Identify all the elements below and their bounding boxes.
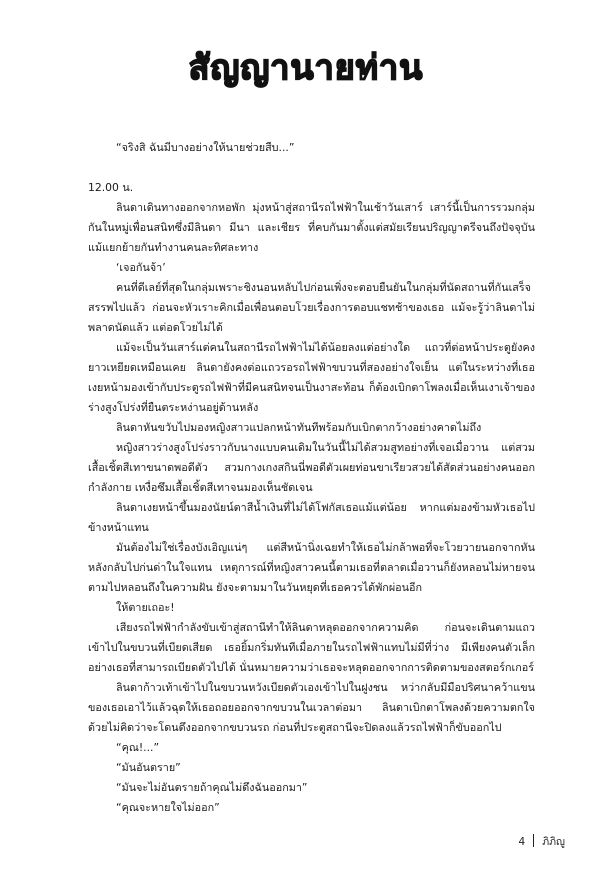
paragraph: ให้ตายเถอะ! bbox=[116, 601, 175, 614]
page-body bbox=[88, 118, 535, 818]
dialogue-line: “คุณจะหายใจไม่ออก” bbox=[116, 801, 220, 814]
paragraph: ลินดาหันขวับไปมองหญิงสาวแปลกหน้าทันทีพร้อมกับเบิกตากว้างอย่างคาดไม่ถึง bbox=[116, 421, 482, 434]
dialogue-line: “คุณ!...” bbox=[116, 741, 160, 754]
opening-quote: “จริงสิ ฉันมีบางอย่างให้นายช่วยสืบ...” bbox=[116, 141, 295, 154]
page-number: 4 bbox=[518, 836, 526, 848]
paragraph: ลินดาก้าวเท้าเข้าไปในขบวนหวังเบียดตัวเองเข้าไปในฝูงชน หว่ากลับมีมือปริศนาคว้าแขนของเธอเอาไว้แล้วฉุดให้เธอถอยออกจากขบวนในเวลาต่อมา ลินดาเบิกตาโพลงด้วยความตกใจด้วยไม่คิดว่าจะโดนดึงออกจากขบวนรถ ก่อนที่ประตูสถานีจะปิดลงแล้วรถไฟฟ้าก็ขับออกไป bbox=[88, 681, 535, 734]
dialogue-line: “มันจะไม่อันตรายถ้าคุณไม่ดึงฉันออกมา” bbox=[116, 781, 308, 794]
author-name: ภิภิญู bbox=[542, 836, 565, 848]
paragraph: แม้จะเป็นวันเสาร์แต่คนในสถานีรถไฟฟ้าไม่ได้น้อยลงแต่อย่างใด แถวที่ต่อหน้าประตูยังคงยาวเหยียดเหมือนเคย ลินดายังคงต่อแถวรอรถไฟฟ้าขบวนที่สองอย่างใจเย็น แต่ในระหว่างที่เธอเงยหน้ามองเข้ากับประตูรถไฟฟ้าที่มีคนสนิทจนเป็นงาสะท้อน ก็ต้องเบิกตาโพลงเมื่อเห็นเงาเจ้าของร่างสูงโปร่งที่ยืนตระหง่านอยู่ด้านหลัง bbox=[88, 341, 535, 414]
chapter-title: สัญญานายท่าน bbox=[188, 48, 424, 88]
paragraph: ‘เจอกันจ้า’ bbox=[116, 261, 166, 274]
paragraph: ลินดาเงยหน้าขึ้นมองนัยน์ตาสีน้ำเงินที่ไม่ได้โฟกัสเธอแม้แต่น้อย หากแต่มองข้ามหัวเธอไปข้างหน้าแทน bbox=[88, 501, 535, 534]
paragraph: หญิงสาวร่างสูงโปร่งราวกับนางแบบคนเดิมในวันนี้ไม่ได้สวมสูทอย่างที่เจอเมื่อวาน แต่สวมเสื้อเชิ้ตสีเทาขนาดพอดีตัว สวมกางเกงสกินนี่พอดีตัวเผยท่อนขาเรียวสวยได้สัดส่วนอย่างคนออกกำลังกาย เหงื่อซึมเสื้อเชิ้ตสีเทาจนมองเห็นชัดเจน bbox=[88, 441, 535, 494]
page-footer bbox=[0, 833, 565, 850]
paragraph: ลินดาเดินทางออกจากหอพัก มุ่งหน้าสู่สถานีรถไฟฟ้าในเช้าวันเสาร์ เสาร์นี้เป็นการรวมกลุ่มกันในหมู่เพื่อนสนิทซึ่งมีลินดา มีนา และเชียร ที่คบกันมาตั้งแต่สมัยเรียนปริญญาตรีจนถึงปัจจุบัน แม้แยกย้ายกันทำงานคนละทิศละทาง bbox=[88, 201, 535, 254]
paragraph: เสียงรถไฟฟ้ากำลังขับเข้าสู่สถานีทำให้ลินดาหลุดออกจากความคิด ก่อนจะเดินตามแถวเข้าไปในขบวนที่เบียดเสียด เธอยิ้มกริ่มทันทีเมื่อภายในรถไฟฟ้าแทบไม่มีที่ว่าง มีเพียงคนตัวเล็กอย่างเธอที่สามารถเบียดตัวไปได้ นั่นหมายความว่าเธอจะหลุดออกจากการติดตามของสตอร์กเกอร์ bbox=[88, 621, 535, 674]
dialogue-line: “มันอันตราย” bbox=[116, 761, 181, 774]
paragraph: คนที่ดีเลย์ที่สุดในกลุ่มเพราะชิงนอนหลับไปก่อนเพิ่งจะตอบยืนยันในกลุ่มที่นัดสถานที่กันเสร็จสรรพไปแล้ว ก่อนจะหัวเราะคิกเมื่อเพื่อนตอบโวยเรื่องการตอบแชทช้าของเธอ แม้จะรู้ว่าลินดาไม่พลาดนัดแล้ว แต่อดโวยไม่ได้ bbox=[88, 281, 535, 334]
time-marker: 12.00 น. bbox=[88, 181, 134, 194]
footer-divider bbox=[533, 834, 534, 847]
paragraph: มันต้องไม่ใช่เรื่องบังเอิญแน่ๆ แต่สีหน้านิ่งเฉยทำให้เธอไม่กล้าพอที่จะโวยวายนอกจากหันหลังกลับไปก่นด่าในใจแทน เหตุการณ์ที่หญิงสาวคนนี้ตามเธอที่ตลาดเมื่อวานก็ยังหลอนไม่หายจนตามไปหลอนถึงในความฝัน ยังจะตามมาในวันหยุดที่เธอควรได้พักผ่อนอีก bbox=[88, 541, 535, 594]
